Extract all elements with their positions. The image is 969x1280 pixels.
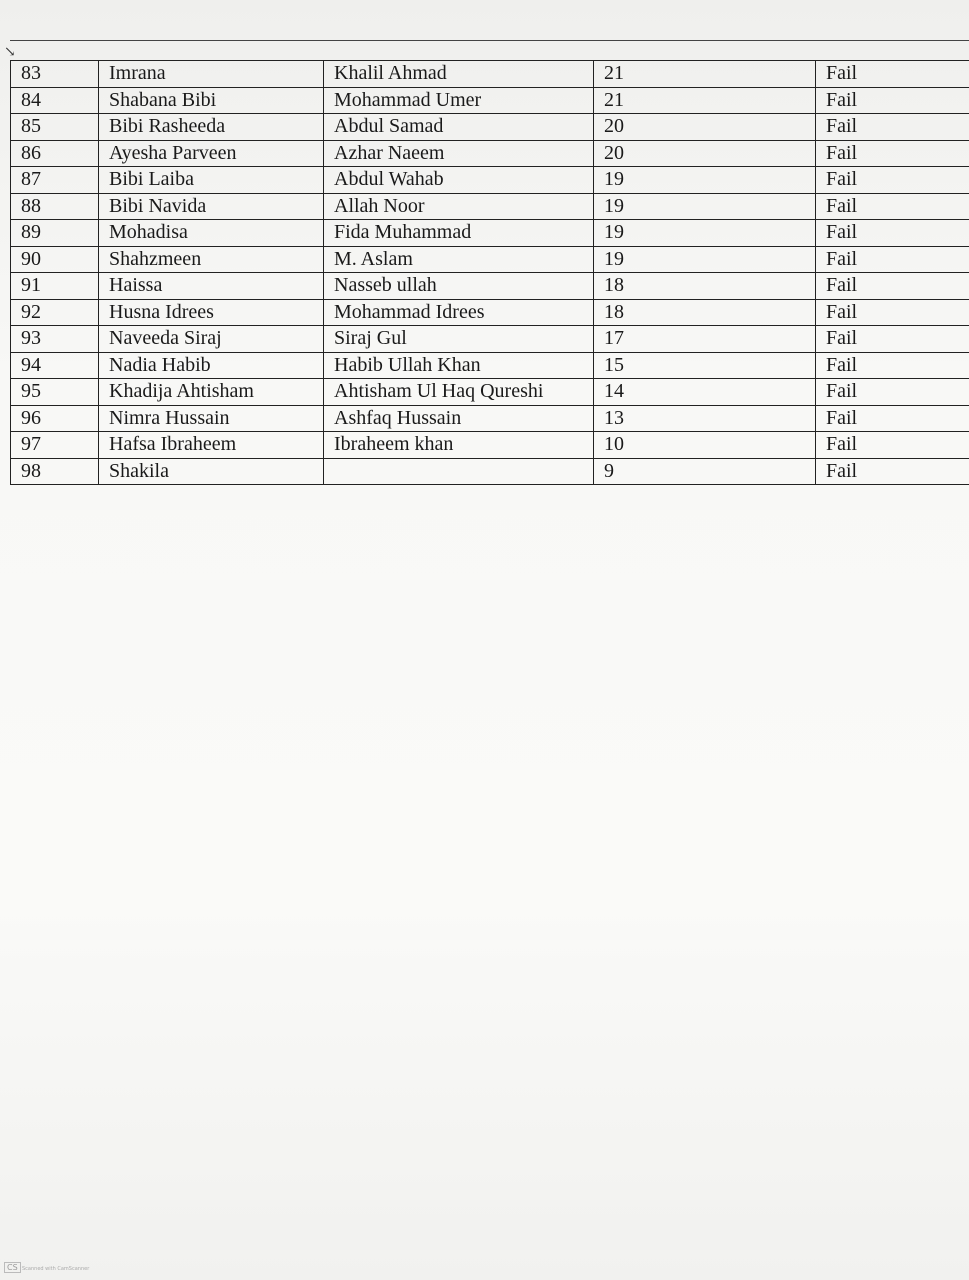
serial-number-cell: 91 [11,273,99,300]
status-cell: Fail [816,405,969,432]
father-name-cell: Mohammad Umer [324,87,594,114]
father-name-cell: Nasseb ullah [324,273,594,300]
status-cell: Fail [816,167,969,194]
status-cell: Fail [816,352,969,379]
status-cell: Fail [816,432,969,459]
serial-number-cell: 87 [11,167,99,194]
father-name-cell: Habib Ullah Khan [324,352,594,379]
father-name-cell [324,458,594,485]
status-cell: Fail [816,458,969,485]
serial-number-cell: 98 [11,458,99,485]
father-name-cell: Fida Muhammad [324,220,594,247]
marks-cell: 18 [594,273,816,300]
marks-cell: 19 [594,220,816,247]
status-cell: Fail [816,193,969,220]
father-name-cell: Siraj Gul [324,326,594,353]
marks-cell: 10 [594,432,816,459]
student-name-cell: Bibi Laiba [99,167,324,194]
father-name-cell: Ibraheem khan [324,432,594,459]
table-row [11,299,969,326]
serial-number-cell: 97 [11,432,99,459]
status-cell: Fail [816,61,969,88]
student-name-cell: Naveeda Siraj [99,326,324,353]
table-row [11,87,969,114]
student-name-cell: Shabana Bibi [99,87,324,114]
status-cell: Fail [816,379,969,406]
status-cell: Fail [816,220,969,247]
marks-cell: 14 [594,379,816,406]
father-name-cell: Abdul Wahab [324,167,594,194]
father-name-cell: Allah Noor [324,193,594,220]
results-table [10,60,969,485]
student-name-cell: Ayesha Parveen [99,140,324,167]
father-name-cell: Ahtisham Ul Haq Qureshi [324,379,594,406]
father-name-cell: Mohammad Idrees [324,299,594,326]
father-name-cell: Azhar Naeem [324,140,594,167]
marks-cell: 19 [594,246,816,273]
table-row [11,246,969,273]
serial-number-cell: 86 [11,140,99,167]
table-row [11,352,969,379]
top-rule [10,40,969,41]
status-cell: Fail [816,114,969,141]
marks-cell: 13 [594,405,816,432]
serial-number-cell: 96 [11,405,99,432]
student-name-cell: Imrana [99,61,324,88]
results-table-body [11,61,969,485]
serial-number-cell: 93 [11,326,99,353]
marks-cell: 21 [594,61,816,88]
marks-cell: 15 [594,352,816,379]
serial-number-cell: 89 [11,220,99,247]
marks-cell: 19 [594,193,816,220]
table-row [11,458,969,485]
table-row [11,379,969,406]
father-name-cell: Khalil Ahmad [324,61,594,88]
marks-cell: 18 [594,299,816,326]
table-row [11,114,969,141]
serial-number-cell: 88 [11,193,99,220]
table-row [11,432,969,459]
student-name-cell: Hafsa Ibraheem [99,432,324,459]
serial-number-cell: 95 [11,379,99,406]
father-name-cell: Abdul Samad [324,114,594,141]
table-row [11,140,969,167]
scanner-watermark-text: Scanned with CamScanner [22,1266,90,1272]
status-cell: Fail [816,299,969,326]
student-name-cell: Mohadisa [99,220,324,247]
table-row [11,167,969,194]
marks-cell: 20 [594,114,816,141]
table-row [11,326,969,353]
marks-cell: 19 [594,167,816,194]
marks-cell: 9 [594,458,816,485]
student-name-cell: Shahzmeen [99,246,324,273]
student-name-cell: Husna Idrees [99,299,324,326]
table-row [11,193,969,220]
marks-cell: 20 [594,140,816,167]
scanner-logo: CS [4,1262,21,1273]
serial-number-cell: 84 [11,87,99,114]
status-cell: Fail [816,246,969,273]
status-cell: Fail [816,326,969,353]
serial-number-cell: 92 [11,299,99,326]
father-name-cell: Ashfaq Hussain [324,405,594,432]
father-name-cell: M. Aslam [324,246,594,273]
marks-cell: 21 [594,87,816,114]
serial-number-cell: 90 [11,246,99,273]
student-name-cell: Bibi Rasheeda [99,114,324,141]
marks-cell: 17 [594,326,816,353]
student-name-cell: Nimra Hussain [99,405,324,432]
table-row [11,405,969,432]
status-cell: Fail [816,273,969,300]
table-row [11,273,969,300]
status-cell: Fail [816,87,969,114]
pen-mark: ↘ [4,45,16,60]
student-name-cell: Khadija Ahtisham [99,379,324,406]
status-cell: Fail [816,140,969,167]
table-row [11,61,969,88]
student-name-cell: Bibi Navida [99,193,324,220]
student-name-cell: Shakila [99,458,324,485]
student-name-cell: Nadia Habib [99,352,324,379]
serial-number-cell: 94 [11,352,99,379]
student-name-cell: Haissa [99,273,324,300]
serial-number-cell: 85 [11,114,99,141]
serial-number-cell: 83 [11,61,99,88]
table-row [11,220,969,247]
